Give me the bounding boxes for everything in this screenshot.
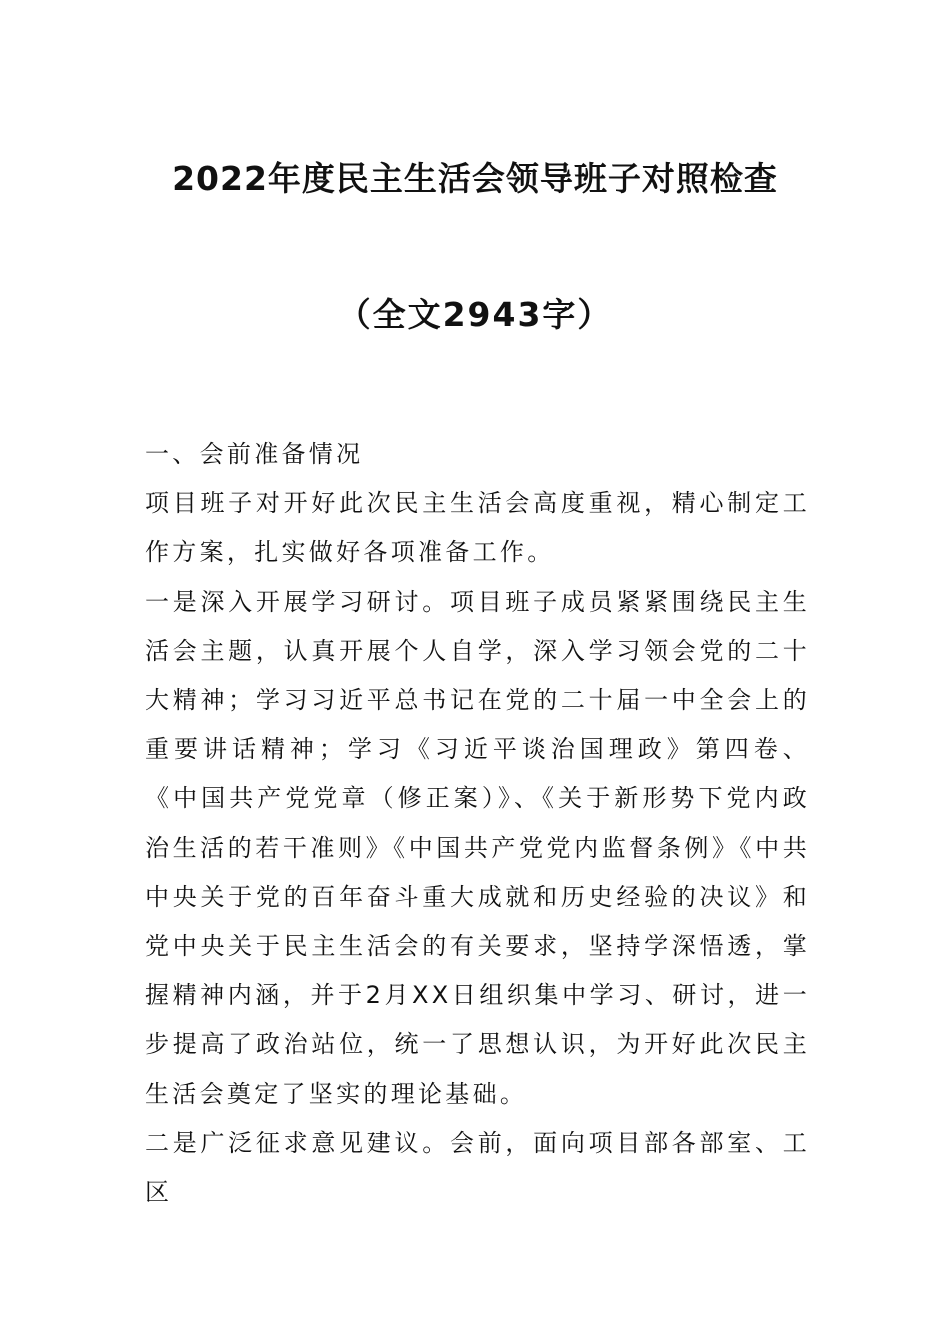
paragraph-opinions: 二是广泛征求意见建议。会前，面向项目部各部室、工区 [145,1128,810,1207]
paragraph-study: 一是深入开展学习研讨。项目班子成员紧紧围绕民主生活会主题，认真开展个人自学，深入学习领会党的二十大精神；学习习近平总书记在党的二十届一中全会上的重要讲话精神；学习《习近平谈治国理政》第四卷、《中国共产党党章（修正案）》、《关于新形势下党内政治生活的若干准则》《中国共产党党内监督条例》《中共中央关于党的百年奋斗重大成就和历史经验的决议》和党中央关于民主生活会的有关要求，坚持学深悟透，掌握精神内涵，并于2月XX日组织集中学习、研讨，进一步提高了政治站位，统一了思想认识，为开好此次民主生活会奠定了坚实的理论基础。 [145,587,810,1108]
document-subtitle: （全文2943字） [337,295,613,334]
document-title: 2022年度民主生活会领导班子对照检查 [172,159,778,198]
document-body [145,430,810,1217]
section-heading: 一、会前准备情况 [145,440,364,468]
paragraph-intro: 项目班子对开好此次民主生活会高度重视，精心制定工作方案，扎实做好各项准备工作。 [145,489,810,567]
